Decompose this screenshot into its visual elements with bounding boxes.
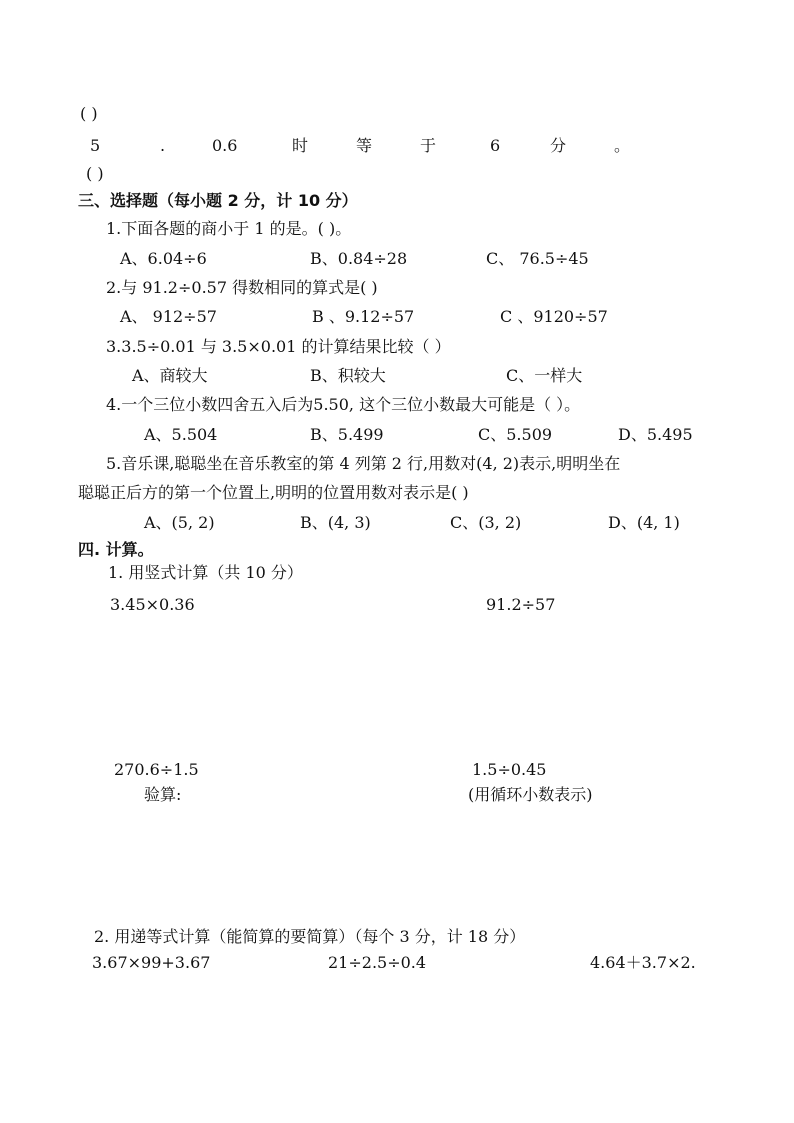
question-4-stem: 4.一个三位小数四舍五入后为5.50, 这个三位小数最大可能是（ ）。 [106,395,581,414]
answer-paren-2: ( ) [86,164,104,183]
question-2-stem: 2.与 91.2÷0.57 得数相同的算式是( ) [106,278,378,297]
question-5-option-b: B、(4, 3) [300,513,371,532]
q5-token: 等 [356,136,373,155]
question-3-option-b: B、积较大 [310,366,386,385]
question-2-option-c: C 、9120÷57 [500,307,608,326]
question-5-option-c: C、(3, 2) [450,513,522,532]
question-2-option-a: A、 912÷57 [120,307,217,326]
check-label: 验算: [144,785,182,804]
q5-token: 于 [420,136,437,155]
question-4-option-d: D、5.495 [618,425,693,444]
question-5-stem-line2: 聪聪正后方的第一个位置上,明明的位置用数对表示是( ) [78,483,469,502]
stepwise-calc-problem: 21÷2.5÷0.4 [328,953,427,972]
stepwise-calc-problem: 4.64＋3.7×2. [590,953,696,972]
part1-title: 1. 用竖式计算（共 10 分） [108,563,303,582]
question-3-stem: 3.3.5÷0.01 与 3.5×0.01 的计算结果比较（ ） [106,337,451,356]
q5-token: 6 [490,136,501,155]
question-5-stem-line1: 5.音乐课,聪聪坐在音乐教室的第 4 列第 2 行,用数对(4, 2)表示,明明坐在 [106,454,621,473]
question-2-option-b: B 、9.12÷57 [312,307,415,326]
vertical-calc-problem: 91.2÷57 [486,595,556,614]
stepwise-calc-problem: 3.67×99+3.67 [92,953,211,972]
vertical-calc-problem: 270.6÷1.5 [114,760,199,779]
vertical-calc-problem: 3.45×0.36 [110,595,195,614]
question-1-option-c: C、 76.5÷45 [486,249,589,268]
section3-heading: 三、选择题（每小题 2 分，计 10 分） [78,191,358,210]
question-3-option-c: C、一样大 [506,366,583,385]
q5-token: . [160,136,166,155]
q5-token: 时 [292,136,309,155]
repeating-decimal-note: (用循环小数表示) [468,785,593,804]
section4-heading: 四. 计算。 [78,540,154,559]
question-1-option-b: B、0.84÷28 [310,249,408,268]
q5-token: 。 [614,136,631,155]
question-5-option-d: D、(4, 1) [608,513,680,532]
q5-token: 0.6 [212,136,238,155]
vertical-calc-problem: 1.5÷0.45 [472,760,547,779]
question-4-option-a: A、5.504 [144,425,218,444]
question-4-option-b: B、5.499 [310,425,384,444]
question-3-option-a: A、商较大 [132,366,208,385]
question-1-stem: 1.下面各题的商小于 1 的是。( )。 [106,219,352,238]
part2-title: 2. 用递等式计算（能简算的要简算）（每个 3 分，计 18 分） [94,927,526,946]
q5-token: 5 [90,136,101,155]
question-5-option-a: A、(5, 2) [144,513,215,532]
q5-token: 分 [550,136,567,155]
answer-paren-1: ( ) [80,104,98,123]
question-1-option-a: A、6.04÷6 [120,249,207,268]
question-4-option-c: C、5.509 [478,425,553,444]
